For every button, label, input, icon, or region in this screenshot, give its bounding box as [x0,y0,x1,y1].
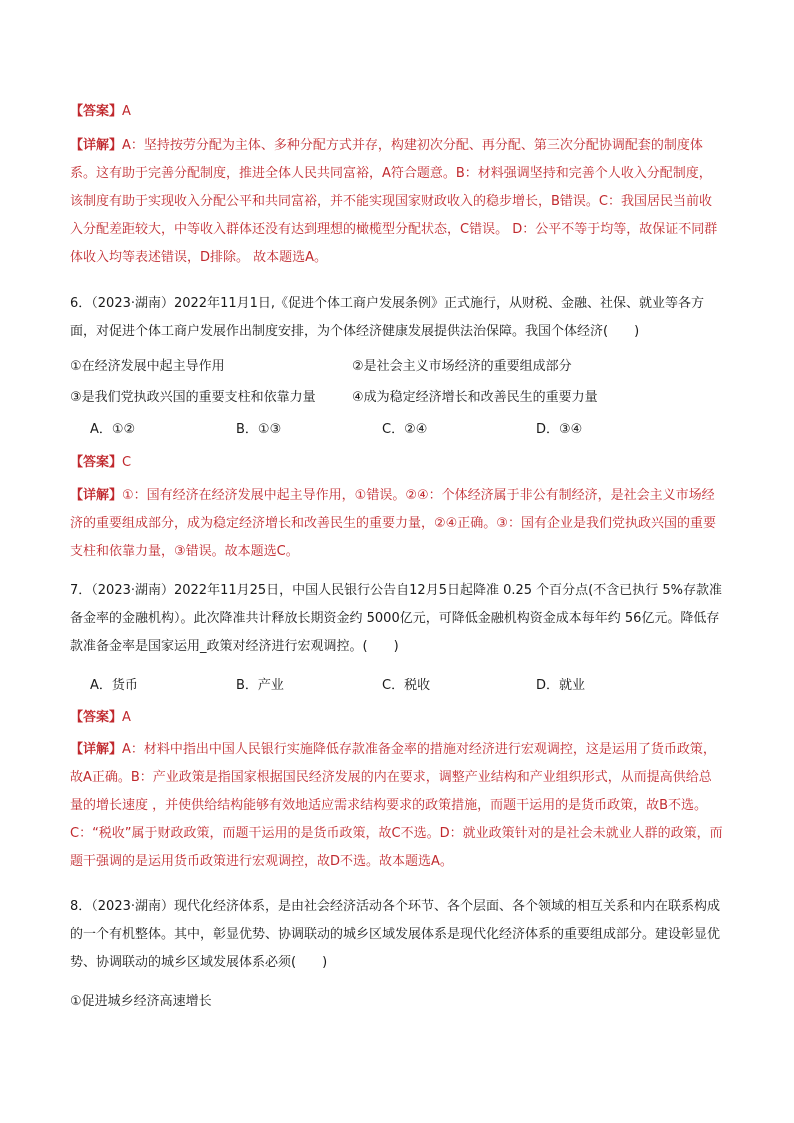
q5-answer: 【答案】A [70,104,131,119]
q6-statement-1: ①在经济发展中起主导作用 [70,359,225,374]
q6-statement-4: ④成为稳定经济增长和改善民生的重要力量 [352,390,598,405]
q8-statement-1: ①促进城乡经济高速增长 [70,994,212,1009]
q6-answer-value: C [122,455,132,470]
q7-option-b[interactable]: B．产业 [236,678,284,693]
q6-options [90,416,650,444]
q6-statements-row-2 [70,384,724,412]
q7-detail: 【详解】A：材料中指出中国人民银行实施降低存款准备金率的措施对经济进行宏观调控，这是运用了货币政策，故A正确。B：产业政策是指国家根据国民经济发展的内在要求，调整产业结构和产业组织形式，从而提高供给总量的增长速度 ，并使供给结构能够有效地适应需求结构要求的政策措施，而题干运用的是货币政策，故B不选。C：“税收”属于财政政策，而题干运用的是货币政策，故C不选。D：就业政策针对的是社会未就业人群的政策，而题干强调的是运用货币政策进行宏观调控，故D不选。故本题选A。 [70,742,723,869]
q7-answer: 【答案】A [70,710,131,725]
q7-option-c[interactable]: C．税收 [382,678,431,693]
q6-statement-2: ②是社会主义市场经济的重要组成部分 [352,359,572,374]
q7-option-d[interactable]: D．就业 [536,678,586,693]
q6-stem: 6．（2023·湖南）2022年11月1日,《促进个体工商户发展条例》正式施行，从财税、金融、社保、就业等各方面，对促进个体工商户发展作出制度安排，为个体经济健康发展提供法治保障。我国个体经济( ) [70,296,705,339]
q6-statement-3: ③是我们党执政兴国的重要支柱和依靠力量 [70,390,316,405]
q6-statements-row-1 [70,353,724,381]
q6-detail-text: ①：国有经济在经济发展中起主导作用，①错误。②④：个体经济属于非公有制经济，是社会主义市场经济的重要组成部分，成为稳定经济增长和改善民生的重要力量，②④正确。③：国有企业是我们党执政兴国的重要支柱和依靠力量，③错误。故本题选C。 [70,488,716,559]
q5-answer-value: A [122,104,131,119]
q7-stem: 7．（2023·湖南）2022年11月25日，中国人民银行公告自12月5日起降准 0.25 个百分点(不含已执行 5%存款准备金率的金融机构）。此次降准共计释放长期资金约 5000亿元，可降低金融机构资金成本每年约 56亿元。降低存款准备金率是国家运用_政策对经济进行宏观调控。( ) [70,583,723,654]
q7-detail-text: A：材料中指出中国人民银行实施降低存款准备金率的措施对经济进行宏观调控，这是运用了货币政策，故A正确。B：产业政策是指国家根据国民经济发展的内在要求，调整产业结构和产业组织形式，从而提高供给总量的增长速度 ，并使供给结构能够有效地适应需求结构要求的政策措施，而题干运用的是货币政策，故B不选。C：“税收”属于财政政策，而题干运用的是货币政策，故C不选。D：就业政策针对的是社会未就业人群的政策，而题干强调的是运用货币政策进行宏观调控，故D不选。故本题选A。 [70,742,723,869]
q6-answer: 【答案】C [70,455,132,470]
q6-option-c[interactable]: C．②④ [382,422,428,437]
q8-stem: 8．（2023·湖南）现代化经济体系，是由社会经济活动各个环节、各个层面、各个领域的相互关系和内在联系构成的一个有机整体。其中，彰显优势、协调联动的城乡区域发展体系是现代化经济体系的重要组成部分。建设彰显优势、协调联动的城乡区域发展体系必须( ) [70,899,721,970]
q6-option-b[interactable]: B．①③ [236,422,282,437]
q7-answer-value: A [122,710,131,725]
q5-detail: 【详解】A：坚持按劳分配为主体、多种分配方式并存，构建初次分配、再分配、第三次分配协调配套的制度体系。这有助于完善分配制度，推进全体人民共同富裕，A符合题意。B：材料强调坚持和完善个人收入分配制度，该制度有助于实现收入分配公平和共同富裕，并不能实现国家财政收入的稳步增长，B错误。C：我国居民当前收入分配差距较大，中等收入群体还没有达到理想的橄榄型分配状态，C错误。 D：公平不等于均等，故保证不同群体收入均等表述错误，D排除。 故本题选A。 [70,138,718,265]
q6-option-a[interactable]: A．①② [90,422,136,437]
q7-options [90,672,650,700]
q7-option-a[interactable]: A．货币 [90,678,138,693]
q5-detail-text: A：坚持按劳分配为主体、多种分配方式并存，构建初次分配、再分配、第三次分配协调配套的制度体系。这有助于完善分配制度，推进全体人民共同富裕，A符合题意。B：材料强调坚持和完善个人收入分配制度，该制度有助于实现收入分配公平和共同富裕，并不能实现国家财政收入的稳步增长，B错误。C：我国居民当前收入分配差距较大，中等收入群体还没有达到理想的橄榄型分配状态，C错误。 D：公平不等于均等，故保证不同群体收入均等表述错误，D排除。 故本题选A。 [70,138,718,265]
q6-option-d[interactable]: D．③④ [536,422,583,437]
q6-detail: 【详解】①：国有经济在经济发展中起主导作用，①错误。②④：个体经济属于非公有制经济，是社会主义市场经济的重要组成部分，成为稳定经济增长和改善民生的重要力量，②④正确。③：国有企业是我们党执政兴国的重要支柱和依靠力量，③错误。故本题选C。 [70,488,716,559]
